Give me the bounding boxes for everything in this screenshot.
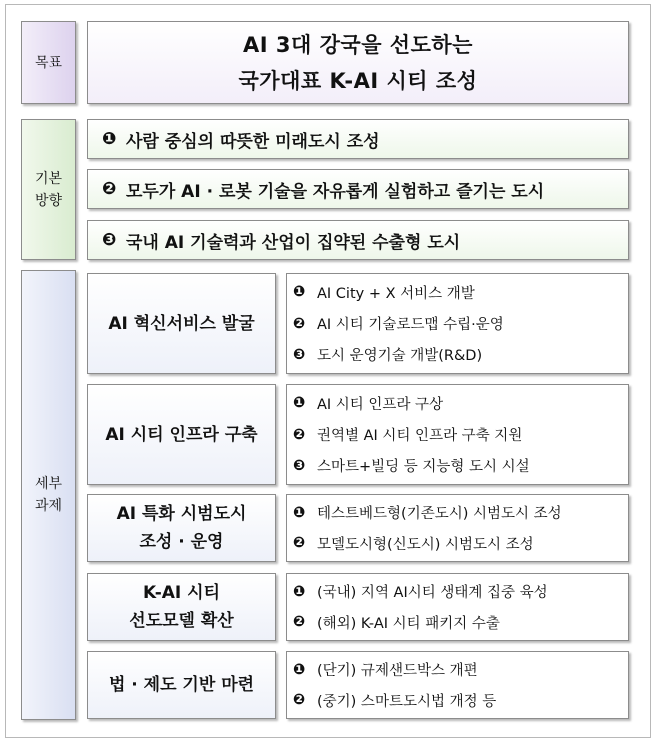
- number-2-icon: ❷: [293, 535, 306, 552]
- tasks-label: 세부 과제: [21, 270, 76, 720]
- number-1-icon: ❶: [293, 395, 306, 412]
- task-ai-infra-items: [286, 384, 629, 485]
- task-model-spread-items: [286, 573, 629, 641]
- list-item: ❶ AI 시티 인프라 구상: [293, 395, 444, 413]
- number-1-icon: ❶: [102, 129, 117, 149]
- number-2-icon: ❷: [293, 315, 306, 332]
- list-item: ❸ 도시 운영기술 개발(R&D): [293, 346, 483, 365]
- number-2-icon: ❷: [293, 692, 306, 709]
- list-item: ❸ 스마트+빌딩 등 지능형 도시 시설: [293, 457, 530, 476]
- number-1-icon: ❶: [293, 504, 306, 521]
- task-pilot-city-items: [286, 494, 629, 562]
- list-item: ❷ 모델도시형(신도시) 시범도시 조성: [293, 535, 534, 553]
- direction-item-2: ❷ 모두가 AI · 로봇 기술을 자유롭게 실험하고 즐기는 도시: [87, 169, 629, 209]
- goal-line-2: 국가대표 K-AI 시티 조성: [238, 68, 478, 93]
- list-item: ❷ AI 시티 기술로드맵 수립·운영: [293, 315, 504, 333]
- direction-item-1: ❶ 사람 중심의 따뜻한 미래도시 조성: [87, 119, 629, 159]
- number-2-icon: ❷: [293, 614, 306, 631]
- task-ai-service: AI 혁신서비스 발굴: [87, 273, 276, 374]
- number-1-icon: ❶: [293, 583, 306, 600]
- number-1-icon: ❶: [293, 661, 306, 678]
- number-2-icon: ❷: [102, 179, 117, 199]
- number-3-icon: ❸: [293, 457, 306, 474]
- list-item: ❷ (중기) 스마트도시법 개정 등: [293, 692, 497, 710]
- goal-box: [87, 21, 629, 104]
- number-3-icon: ❸: [293, 346, 306, 363]
- list-item: ❶ (국내) 지역 AI시티 생태계 집중 육성: [293, 583, 548, 602]
- goal-line-1: AI 3대 강국을 선도하는: [243, 32, 473, 57]
- task-model-spread: K-AI 시티 선도모델 확산: [87, 573, 276, 641]
- task-legal-basis: 법 · 제도 기반 마련: [87, 651, 276, 719]
- task-pilot-city: AI 특화 시범도시 조성 · 운영: [87, 494, 276, 562]
- direction-label: 기본 방향: [21, 119, 76, 260]
- list-item: ❶ AI City + X 서비스 개발: [293, 284, 475, 302]
- task-ai-infra: AI 시티 인프라 구축: [87, 384, 276, 485]
- number-2-icon: ❷: [293, 426, 306, 443]
- list-item: ❷ (해외) K-AI 시티 패키지 수출: [293, 614, 500, 632]
- task-ai-service-items: [286, 273, 629, 374]
- direction-item-3: ❸ 국내 AI 기술력과 산업이 집약된 수출형 도시: [87, 220, 629, 260]
- list-item: ❷ 권역별 AI 시티 인프라 구축 지원: [293, 426, 523, 444]
- list-item: ❶ 테스트베드형(기존도시) 시범도시 조성: [293, 504, 562, 523]
- number-1-icon: ❶: [293, 284, 306, 301]
- goal-label: 목표: [21, 21, 76, 104]
- number-3-icon: ❸: [102, 230, 117, 250]
- list-item: ❶ (단기) 규제샌드박스 개편: [293, 661, 478, 680]
- task-legal-basis-items: [286, 651, 629, 719]
